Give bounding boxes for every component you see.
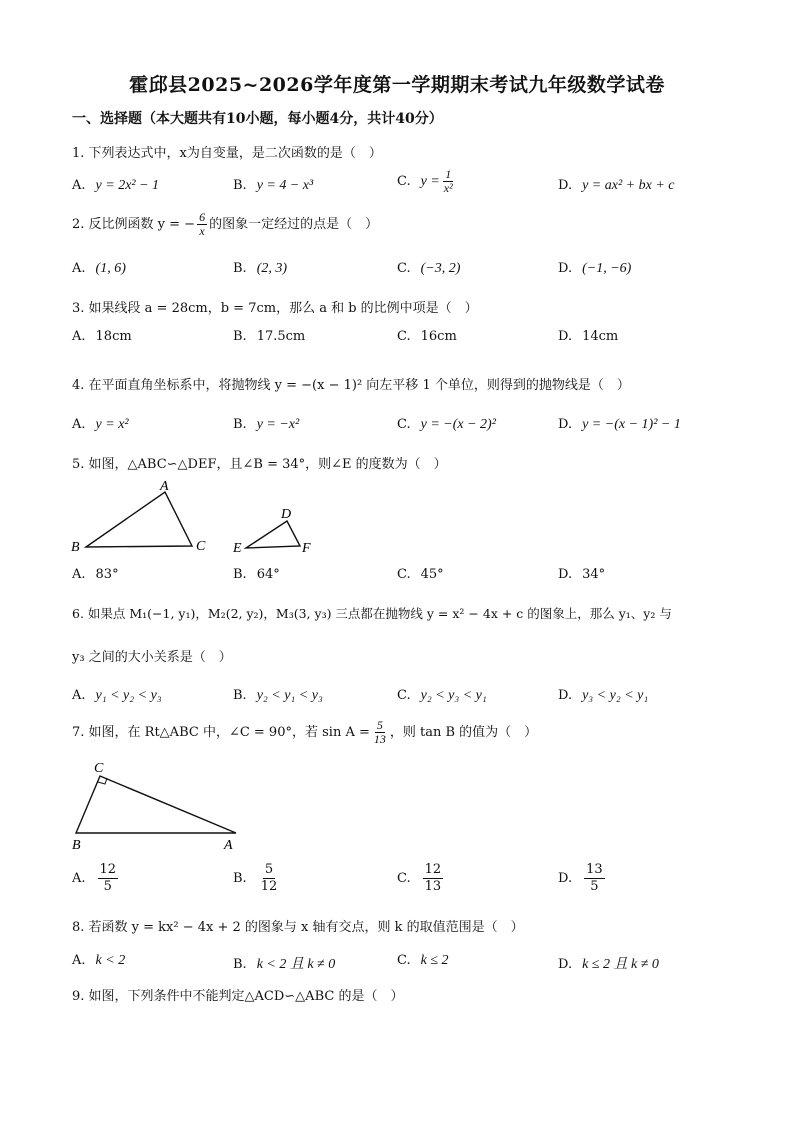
q6-option-c[interactable]: C. y₂ < y₃ < y₁ [397,688,487,703]
vertex-label-b: B [71,540,80,555]
q5-option-b[interactable]: B. 64° [233,567,280,582]
fraction: $\frac{5}{12}$ [260,862,278,894]
vertex-label-e: E [233,541,242,556]
question-1-stem: 1. 下列表达式中，x为自变量，是二次函数的是（ ） [72,146,382,161]
vertex-label-d: D [281,507,292,522]
q5-option-a[interactable]: A. 83° [72,567,119,582]
q1-option-c[interactable]: C. y = $\frac{1}{\text{x²}}$ [397,167,453,195]
q7-option-d[interactable]: D. $\frac{13}{5}$ [558,862,603,894]
section-heading: 一、选择题（本大题共有10小题，每小题4分，共计40分） [72,111,443,127]
q3-option-b[interactable]: B. 17.5cm [233,329,306,344]
vertex-label-c: C [94,761,104,776]
triangle-def [246,521,300,548]
q7-right-triangle-figure [66,760,256,854]
q7-option-c[interactable]: C. $\frac{12}{13}$ [397,862,442,894]
vertex-label-b: B [72,838,81,853]
q1-option-a[interactable]: A. y = 2x² − 1 [72,178,160,193]
q7-option-a[interactable]: A. $\frac{12}{5}$ [72,862,117,894]
question-9-stem: 9. 如图，下列条件中不能判定△ACD∽△ABC 的是（ ） [72,989,404,1004]
q6-option-d[interactable]: D. y₃ < y₂ < y₁ [558,688,649,703]
q3-option-c[interactable]: C. 16cm [397,329,457,344]
q6-option-b[interactable]: B. y₂ < y₁ < y₃ [233,688,323,703]
q4-option-d[interactable]: D. y = −(x − 1)² − 1 [558,417,681,432]
fraction: $\frac{1}{\text{x²}}$ [443,167,453,195]
question-3-stem: 3. 如果线段 a = 28cm，b = 7cm，那么 a 和 b 的比例中项是（ ） [72,301,478,316]
triangle-abc [86,492,192,547]
question-8-stem: 8. 若函数 y = kx² − 4x + 2 的图象与 x 轴有交点，则 k 的取值范围是（ ） [72,920,524,935]
vertex-label-a: A [160,479,169,494]
q2-option-c[interactable]: C. (−3, 2) [397,261,461,276]
q2-option-b[interactable]: B. (2, 3) [233,261,288,276]
question-6-stem: 6. 如果点 M₁(−1, y₁)，M₂(2, y₂)，M₃(3, y₃) 三点都在抛物线 y = x² − 4x + c 的图象上，那么 y₁、y₂ 与 [72,606,672,621]
q5-option-c[interactable]: C. 45° [397,567,444,582]
fraction: $\frac{13}{5}$ [586,862,603,894]
q3-option-d[interactable]: D. 14cm [558,329,619,344]
question-4-stem: 4. 在平面直角坐标系中，将抛物线 y = −(x − 1)² 向左平移 1 个单位，则得到的抛物线是（ ） [72,378,630,393]
q2-option-d[interactable]: D. (−1, −6) [558,261,632,276]
q2-option-a[interactable]: A. (1, 6) [72,261,126,276]
question-5-stem: 5. 如图，△ABC∽△DEF，且∠B = 34°，则∠E 的度数为（ ） [72,457,447,472]
q4-option-b[interactable]: B. y = −x² [233,417,300,432]
exam-title: 霍邱县2025~2026学年度第一学期期末考试九年级数学试卷 [129,74,665,96]
question-7-stem: 7. 如图，在 Rt△ABC 中，∠C = 90°，若 sin A = $\frac{5}{13}$ ，则 tan B 的值为（ ） [72,718,538,746]
vertex-label-c: C [196,539,206,554]
q8-option-d[interactable]: D. k ≤ 2 且 k ≠ 0 [558,957,659,972]
question-2-stem: 2. 反比例函数 y = − $\frac{6}{x}$ 的图象一定经过的点是（ ） [72,210,379,238]
question-6-stem-line2: y₃ 之间的大小关系是（ ） [72,650,232,665]
vertex-label-f: F [302,541,311,556]
vertex-label-a: A [224,838,233,853]
q1-option-d[interactable]: D. y = ax² + bx + c [558,178,675,193]
fraction: $\frac{6}{x}$ [199,210,206,238]
q8-option-b[interactable]: B. k < 2 且 k ≠ 0 [233,957,336,972]
q3-option-a[interactable]: A. 18cm [72,329,132,344]
q6-option-a[interactable]: A. y₁ < y₂ < y₃ [72,688,162,703]
q8-option-a[interactable]: A. k < 2 [72,953,126,968]
fraction: $\frac{12}{5}$ [99,862,117,894]
triangle-abc [76,776,236,833]
q4-option-c[interactable]: C. y = −(x − 2)² [397,417,496,432]
q8-option-c[interactable]: C. k ≤ 2 [397,953,449,968]
q5-option-d[interactable]: D. 34° [558,567,606,582]
q4-option-a[interactable]: A. y = x² [72,417,129,432]
fraction: $\frac{5}{13}$ [373,718,386,746]
q5-similar-triangles-figure [66,476,326,560]
q7-option-b[interactable]: B. $\frac{5}{12}$ [233,862,278,894]
q1-option-b[interactable]: B. y = 4 − x³ [233,178,314,193]
fraction: $\frac{12}{13}$ [424,862,442,894]
